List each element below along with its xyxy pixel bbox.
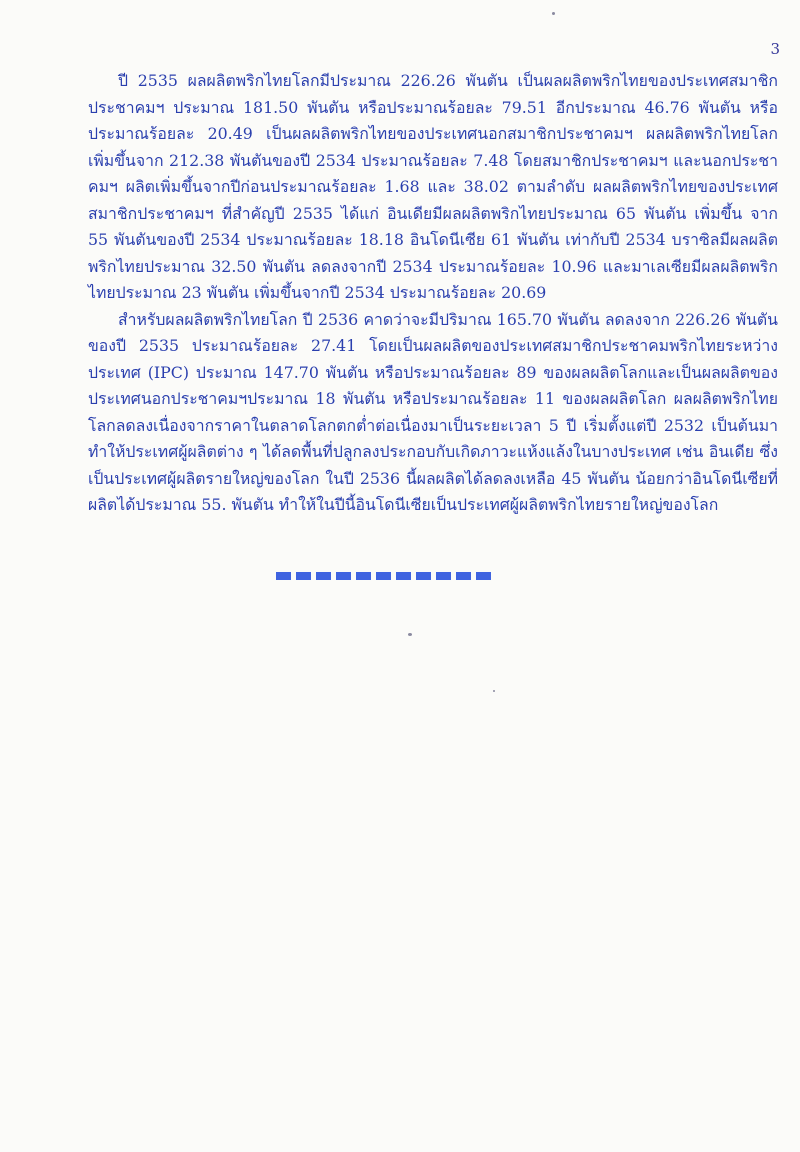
separator-dash: [296, 572, 311, 580]
paragraph-1: ปี 2535 ผลผลิตพริกไทยโลกมีประมาณ 226.26 พันตัน เป็นผลผลิตพริกไทยของประเทศสมาชิกประชาคมฯ ประมาณ 181.50 พันตัน หรือประมาณร้อยละ 79.51 อีกประมาณ 46.76 พันตัน หรือประมาณร้อยละ 20.49 เป็นผลผลิตพริกไทยของประเทศนอกสมาชิกประชาคมฯ ผลผลิตพริกไทยโลกเพิ่มขึ้นจาก 212.38 พันตันของปี 2534 ประมาณร้อยละ 7.48 โดยสมาชิกประชาคมฯ และนอกประชาคมฯ ผลิตเพิ่มขึ้นจากปีก่อนประมาณร้อยละ 1.68 และ 38.02 ตามลำดับ ผลผลิตพริกไทยของประเทศสมาชิกประชาคมฯ ที่สำคัญปี 2535 ได้แก่ อินเดียมีผลผลิตพริกไทยประมาณ 65 พันตัน เพิ่มขึ้น จาก 55 พันตันของปี 2534 ประมาณร้อยละ 18.18 อินโดนีเซีย 61 พันตัน เท่ากับปี 2534 บราซิลมีผลผลิตพริกไทยประมาณ 32.50 พันตัน ลดลงจากปี 2534 ประมาณร้อยละ 10.96 และมาเลเซียมีผลผลิตพริกไทยประมาณ 23 พันตัน เพิ่มขึ้นจากปี 2534 ประมาณร้อยละ 20.69: [88, 71, 778, 302]
separator-dash: [396, 572, 411, 580]
separator-dash: [356, 572, 371, 580]
page-number: 3: [770, 40, 780, 58]
separator-dash: [316, 572, 331, 580]
separator-dash: [456, 572, 471, 580]
separator-dash: [276, 572, 291, 580]
separator-dash: [416, 572, 431, 580]
separator-dash: [336, 572, 351, 580]
scan-speck: [493, 690, 495, 692]
paragraph-2: สำหรับผลผลิตพริกไทยโลก ปี 2536 คาดว่าจะมีปริมาณ 165.70 พันตัน ลดลงจาก 226.26 พันตันของปี 2535 ประมาณร้อยละ 27.41 โดยเป็นผลผลิตของประเทศสมาชิกประชาคมพริกไทยระหว่างประเทศ (IPC) ประมาณ 147.70 พันตัน หรือประมาณร้อยละ 89 ของผลผลิตโลกและเป็นผลผลิตของประเทศนอกประชาคมฯประมาณ 18 พันตัน หรือประมาณร้อยละ 11 ของผลผลิตโลก ผลผลิตพริกไทยโลกลดลงเนื่องจากราคาในตลาดโลกตกต่ำต่อเนื่องมาเป็นระยะเวลา 5 ปี เริ่มตั้งแต่ปี 2532 เป็นต้นมา ทำให้ประเทศผู้ผลิตต่าง ๆ ได้ลดพื้นที่ปลูกลงประกอบกับเกิดภาวะแห้งแล้งในบางประเทศ เช่น อินเดีย ซึ่งเป็นประเทศผู้ผลิตรายใหญ่ของโลก ในปี 2536 นี้ผลผลิตได้ลดลงเหลือ 45 พันตัน น้อยกว่าอินโดนีเซียที่ผลิตได้ประมาณ 55. พันตัน ทำให้ในปีนี้อินโดนีเซียเป็นประเทศผู้ผลิตพริกไทยรายใหญ่ของโลก: [88, 309, 778, 514]
section-separator: [276, 572, 491, 580]
separator-dash: [376, 572, 391, 580]
separator-dash: [476, 572, 491, 580]
separator-dash: [436, 572, 451, 580]
scan-speck: [408, 633, 412, 636]
document-body: [88, 68, 778, 519]
scan-speck: [552, 12, 555, 15]
